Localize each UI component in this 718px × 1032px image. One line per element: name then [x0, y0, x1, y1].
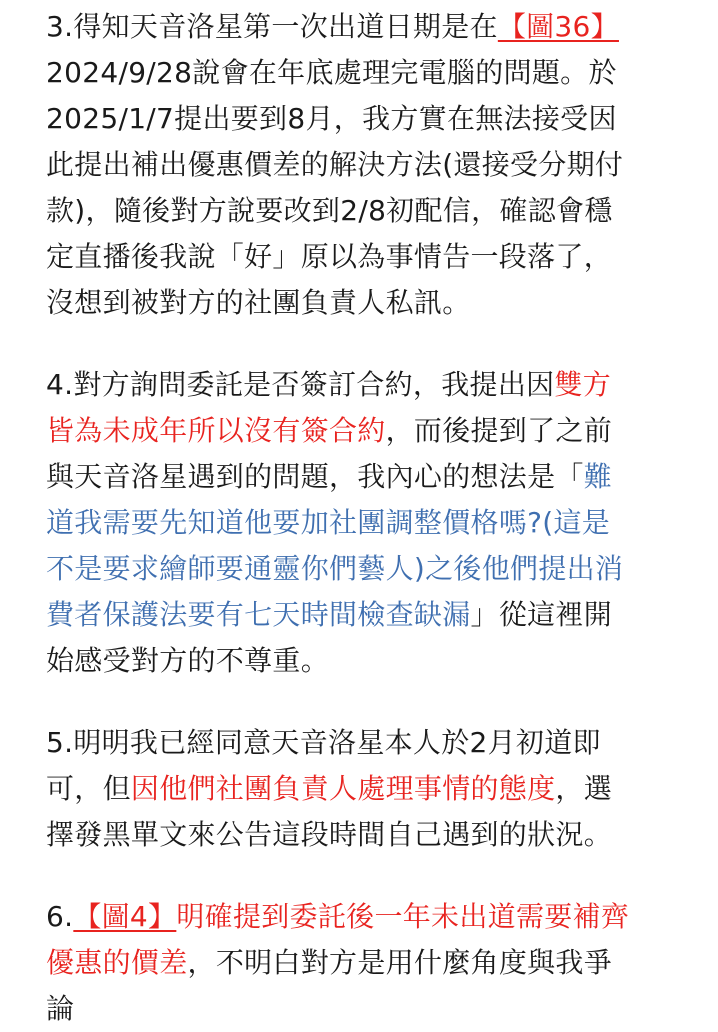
body-text: 論: [46, 992, 75, 1025]
body-text: ，選: [555, 772, 613, 805]
body-text: 」從這裡開: [470, 598, 613, 631]
figure-reference-link[interactable]: 【圖36】: [497, 10, 619, 43]
highlighted-text-red: 皆為未成年所以沒有簽合約: [46, 414, 386, 447]
text-line: [46, 368, 611, 401]
body-text: 擇發黑單文來公告這段時間自己遇到的狀況。: [46, 818, 613, 851]
text-line: [46, 506, 610, 539]
text-line: [46, 10, 619, 43]
text-line: [46, 992, 74, 1025]
body-text: 5.明明我已經同意天音洛星本人於2月初道即: [46, 726, 601, 759]
body-text: 與天音洛星遇到的問題，我內心的想法是「: [46, 460, 584, 493]
text-line: [46, 644, 329, 677]
figure-reference-link[interactable]: 【圖4】: [73, 900, 177, 933]
paragraph-item-4: [46, 362, 698, 684]
paragraph-item-5: [46, 720, 698, 858]
text-line: [46, 240, 612, 273]
text-line: [46, 772, 612, 805]
text-line: [46, 414, 612, 447]
text-line: [46, 148, 623, 181]
body-text: 2025/1/7提出要到8月，我方實在無法接受因: [46, 102, 617, 135]
body-text: 款)，隨後對方說要改到2/8初配信，確認會穩: [46, 194, 613, 227]
body-text: 定直播後我說「好」原以為事情告一段落了，: [46, 240, 613, 273]
text-line: [46, 460, 612, 493]
highlighted-text-blue: 費者保護法要有七天時間檢查缺漏: [46, 598, 471, 631]
highlighted-text-blue: 不是要求繪師要通靈你們藝人)之後他們提出消: [46, 552, 624, 585]
text-line: [46, 102, 617, 135]
body-text: 3.得知天音洛星第一次出道日期是在: [46, 10, 498, 43]
body-text: 2024/9/28說會在年底處理完電腦的問題。於: [46, 56, 617, 89]
body-text: 6.: [46, 900, 74, 933]
text-line: [46, 194, 613, 227]
text-line: [46, 598, 612, 631]
highlighted-text-red: 優惠的價差: [46, 946, 188, 979]
text-line: [46, 56, 617, 89]
text-line: [46, 946, 612, 979]
paragraph-item-6: [46, 894, 698, 1032]
text-line: [46, 286, 471, 319]
highlighted-text-blue: 道我需要先知道他要加社團調整價格嗎?(這是: [46, 506, 611, 539]
text-line: [46, 900, 629, 933]
body-text: ，而後提到了之前: [385, 414, 613, 447]
body-text: 可，但: [46, 772, 131, 805]
paragraph-item-3: [46, 4, 698, 326]
highlighted-text-blue: 難: [583, 460, 613, 493]
highlighted-text-red: 雙方: [554, 368, 612, 401]
body-text: 沒想到被對方的社團負責人私訊。: [46, 286, 471, 319]
text-line: [46, 818, 612, 851]
text-line: [46, 726, 601, 759]
body-text: 4.對方詢問委託是否簽訂合約，我提出因: [46, 368, 555, 401]
highlighted-text-red: 明確提到委託後一年未出道需要補齊: [176, 900, 630, 933]
body-text: ，不明白對方是用什麼角度與我爭: [187, 946, 613, 979]
highlighted-text-red: 因他們社團負責人處理事情的態度: [130, 772, 556, 805]
body-text: 此提出補出優惠價差的解決方法(還接受分期付: [46, 148, 624, 181]
text-line: [46, 552, 623, 585]
body-text: 始感受對方的不尊重。: [46, 644, 330, 677]
